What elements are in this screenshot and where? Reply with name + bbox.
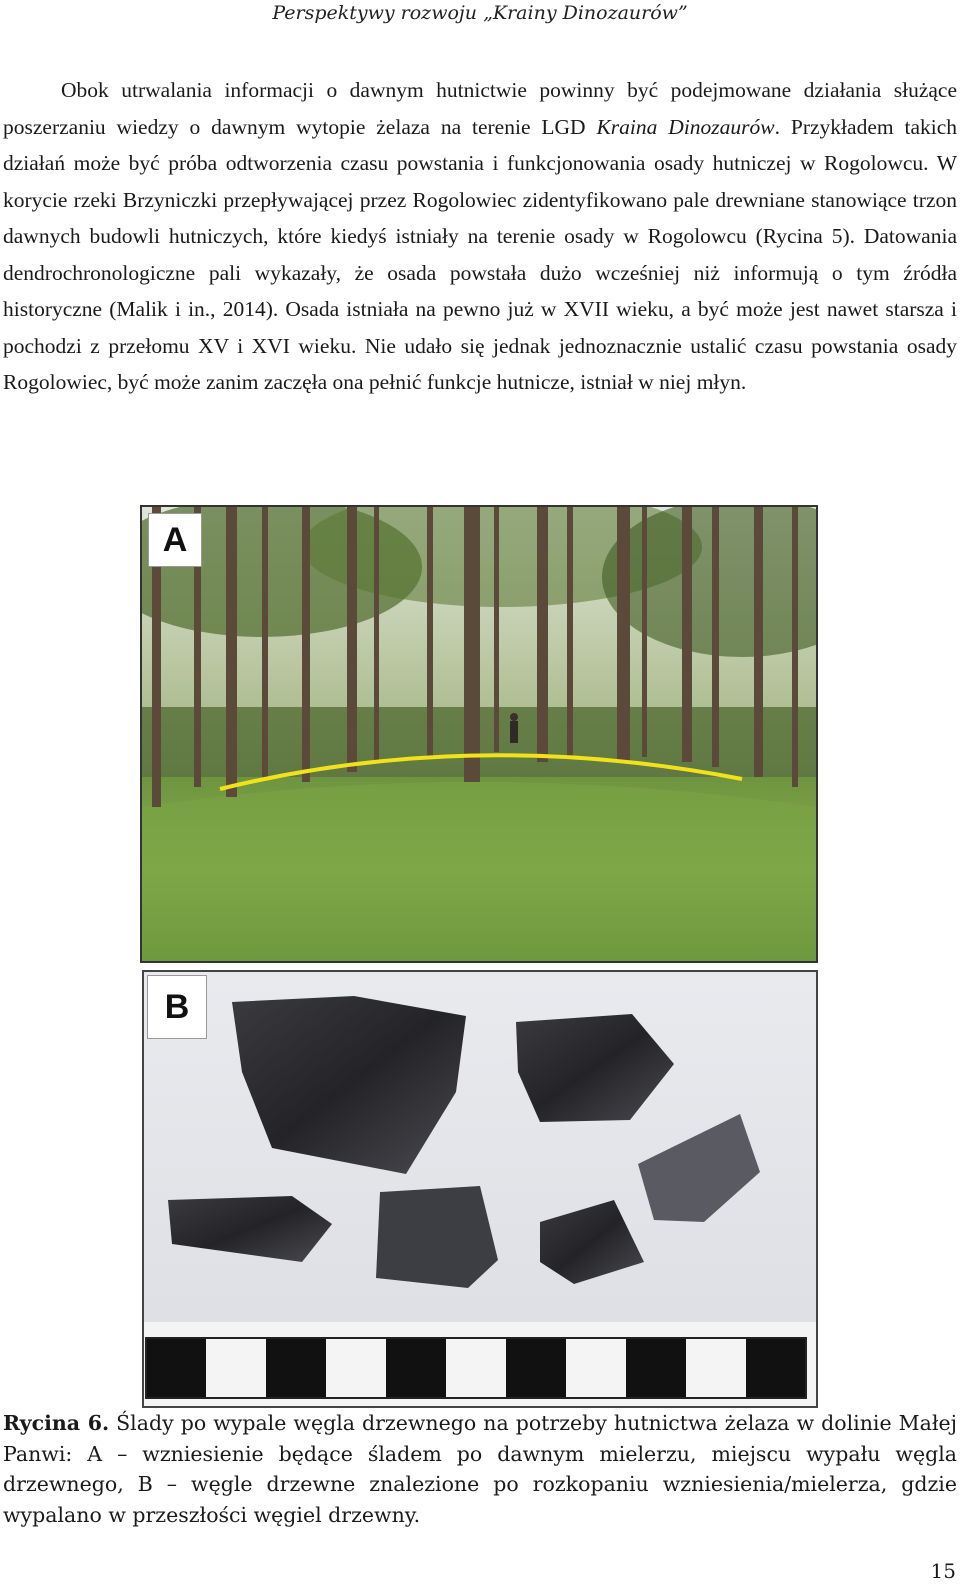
charcoal-piece [232, 996, 466, 1174]
running-header: Perspektywy rozwoju „Krainy Dinozaurów” [272, 2, 688, 24]
body-text-start: Obok utrwalania informacji o dawnym hutnictwie powinny być podejmowane działania służące poszerzaniu wiedzy o dawnym wytopie żelaza na terenie LGD [3, 78, 957, 139]
body-paragraph [3, 72, 957, 401]
caption-text: Ślady po wypale węgla drzewnego na potrzeby hutnictwa żelaza w dolinie Małej Panwi: A – wzniesienie będące śladem po dawnym mielerzu, miejscu wypału węgla drzewnego, B – węgle drzewne znalezione po rozkopaniu wzniesienia/mielerza, gdzie wypalano w przeszłości węgiel drzewny. [3, 1411, 957, 1527]
charcoal-piece [638, 1114, 760, 1222]
charcoal-photo [144, 972, 816, 1406]
body-text-rest: . Przykładem takich działań może być próba odtworzenia czasu powstania i funkcjonowania osady hutniczej w Rogolowcu. W korycie rzeki Brzyniczki przepływającej przez Rogolowiec zidentyfikowano pale drewniane stanowiące trzon dawnych budowli hutniczych, które kiedyś istniały na terenie osady w Rogolowcu (Rycina 5). Datowania dendrochronologiczne pali wykazały, że osada powstała dużo wcześniej niż informują o tym źródła historyczne (Malik i in., 2014). Osada istniała na pewno już w XVII wieku, a być może jest nawet starsza i pochodzi z przełomu XV i XVI wieku. Nie udało się jednak jednoznacznie ustalić czasu powstania osady Rogolowiec, być może zanim zaczęła ona pełnić funkcje hutnicze, istniał w niej młyn. [3, 114, 958, 394]
charcoal-piece [168, 1196, 332, 1262]
figure-panel-b [142, 970, 818, 1408]
figure-panel-a [140, 505, 818, 963]
page-number: 15 [930, 1559, 956, 1583]
panel-b-label: B [147, 975, 207, 1039]
charcoal-piece [376, 1186, 498, 1288]
caption-label: Rycina 6. [3, 1411, 110, 1435]
figure-caption [3, 1408, 957, 1530]
panel-a-label: A [148, 513, 202, 567]
charcoal-piece [540, 1200, 644, 1284]
scale-bar [146, 1338, 806, 1398]
forest-photo [142, 507, 816, 961]
body-text-italic: Kraina Dinozaurów [596, 114, 775, 139]
charcoal-piece [516, 1014, 674, 1122]
